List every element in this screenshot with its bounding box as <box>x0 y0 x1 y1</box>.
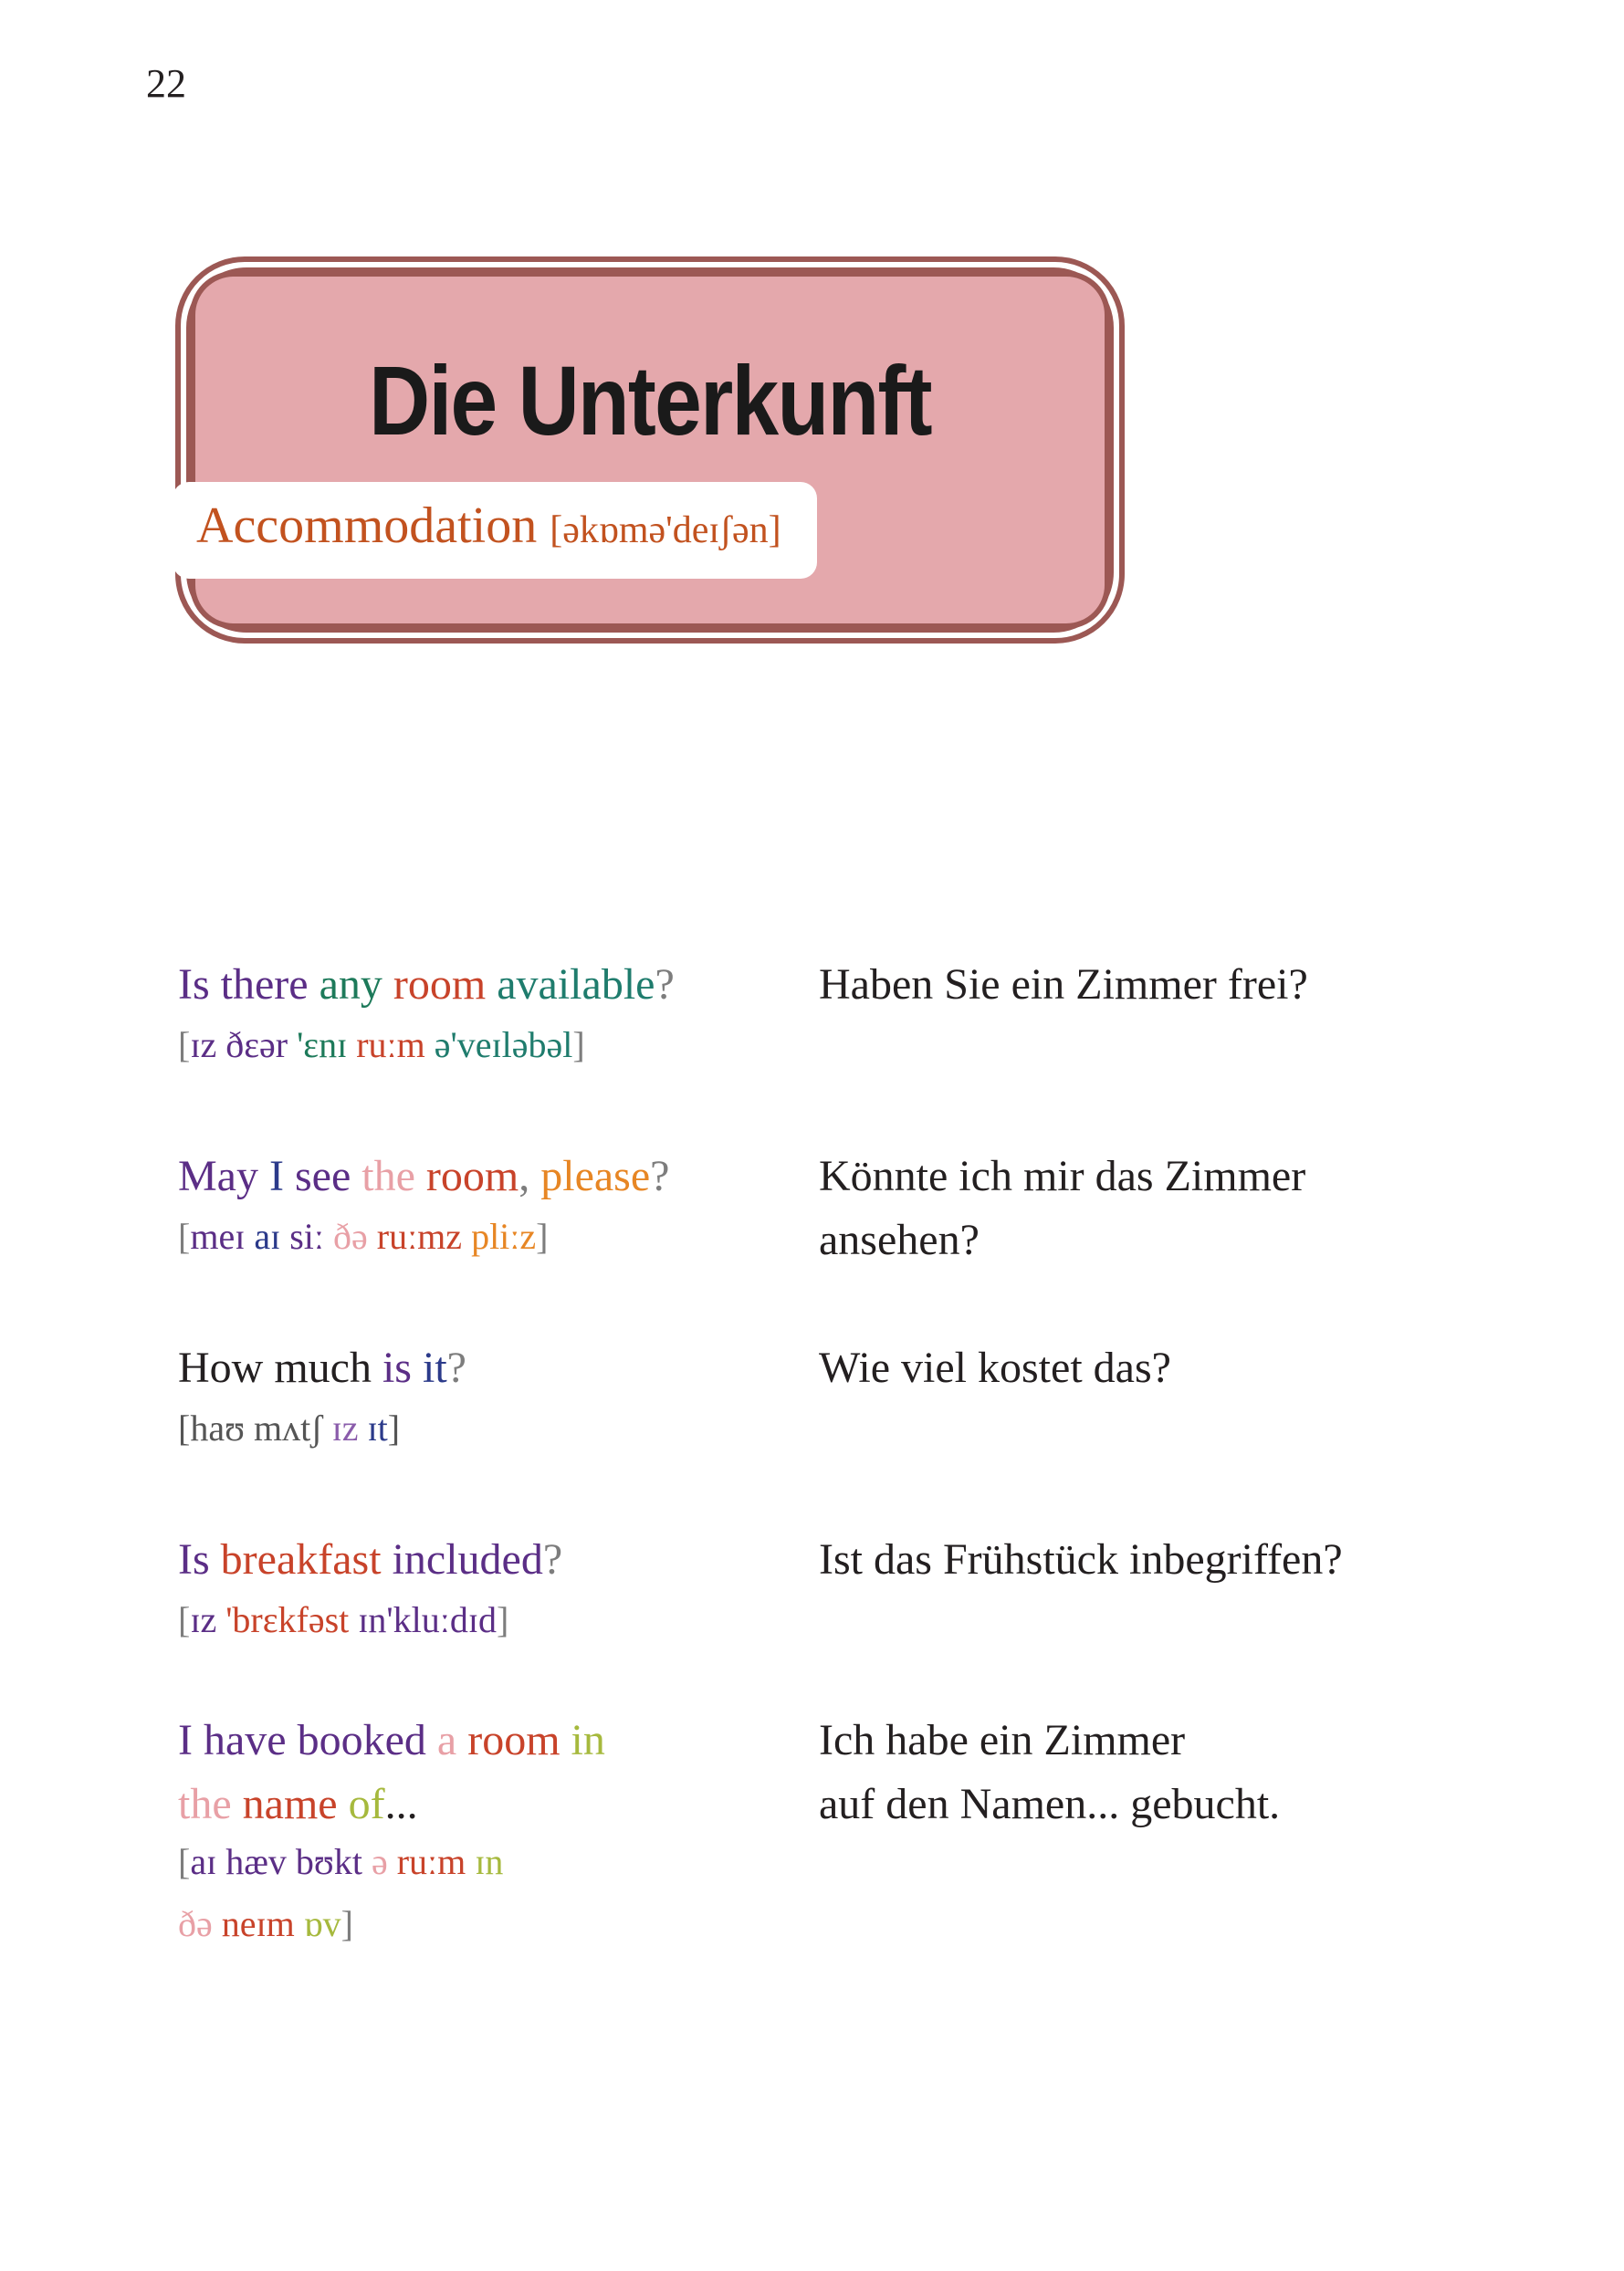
phrase-ipa <box>178 1903 353 1944</box>
english-segment: room <box>467 1716 571 1764</box>
phrase-ipa <box>178 1599 509 1640</box>
phrase-english <box>178 1535 563 1584</box>
ipa-segment: ɪz <box>190 1599 226 1640</box>
ipa-segment: ɪn <box>475 1841 504 1882</box>
ipa-segment: aɪ hæv bʊkt <box>190 1841 372 1882</box>
title-card <box>175 256 1125 644</box>
english-segment: a <box>436 1716 468 1764</box>
ipa-segment: 'brɛkfəst <box>225 1599 359 1640</box>
english-segment: How much <box>178 1344 382 1392</box>
english-segment: please <box>540 1152 651 1200</box>
ipa-segment: ɪt <box>367 1408 388 1449</box>
english-segment: ? <box>655 960 675 1009</box>
english-segment: it <box>422 1344 447 1392</box>
phrase-english <box>178 960 675 1009</box>
english-segment: Is there <box>178 960 309 1009</box>
phrase-german: auf den Namen... gebucht. <box>819 1780 1281 1828</box>
english-segment: see <box>294 1152 362 1200</box>
english-segment: , <box>519 1152 541 1200</box>
english-segment: ? <box>446 1344 466 1392</box>
phrase-english <box>178 1346 466 1390</box>
english-segment: is <box>382 1344 423 1392</box>
ipa-segment: ] <box>387 1408 401 1449</box>
english-segment: any <box>308 960 393 1009</box>
ipa-segment: ] <box>536 1216 549 1257</box>
ipa-segment: ruːm <box>396 1841 476 1882</box>
english-segment: the <box>178 1780 243 1828</box>
english-segment: I have booked <box>178 1716 437 1764</box>
ipa-segment: 'ɛnɪ <box>297 1024 357 1065</box>
ipa-segment: ɪz ðɛər <box>190 1024 298 1065</box>
page-title: Die Unterkunft <box>369 345 931 455</box>
phrase-german: Wie viel kostet das? <box>819 1344 1171 1392</box>
ipa-segment: ɒv <box>303 1903 341 1944</box>
english-segment: ? <box>650 1152 670 1200</box>
ipa-segment: ruːmz <box>376 1216 472 1257</box>
english-segment: Is <box>178 1535 221 1584</box>
ipa-segment: ruːm <box>356 1024 435 1065</box>
english-segment: included <box>392 1535 543 1584</box>
english-segment: name <box>242 1780 349 1828</box>
phrase-english <box>178 1780 418 1828</box>
subtitle-english: Accommodation <box>196 497 538 554</box>
english-segment: room <box>425 1152 519 1200</box>
phrase-english <box>178 1152 670 1200</box>
ipa-segment: ] <box>496 1599 509 1640</box>
ipa-segment: ] <box>572 1024 585 1065</box>
english-segment: the <box>361 1152 426 1200</box>
ipa-segment: [ <box>178 1024 191 1065</box>
page-number: 22 <box>146 61 186 106</box>
english-segment: I <box>268 1152 295 1200</box>
ipa-segment: [haʊ mʌtʃ <box>178 1408 332 1449</box>
ipa-segment: ðə <box>332 1216 377 1257</box>
phrase-german: Ist das Frühstück inbegriffen? <box>819 1535 1343 1584</box>
ipa-segment: ] <box>341 1903 353 1944</box>
english-segment: May <box>178 1152 269 1200</box>
ipa-segment: meɪ <box>190 1216 255 1257</box>
english-segment: breakfast <box>220 1535 393 1584</box>
phrase-german: Ich habe ein Zimmer <box>819 1716 1186 1764</box>
phrase-ipa <box>178 1841 504 1882</box>
ipa-segment: siː <box>289 1216 333 1257</box>
phrase-ipa <box>178 1216 549 1257</box>
subtitle-ipa: [əkɒmə'deɪʃən] <box>550 509 781 551</box>
ipa-segment: aɪ <box>254 1216 290 1257</box>
ipa-segment: ɪn'kluːdɪd <box>358 1599 497 1640</box>
ipa-segment: ɪz <box>331 1408 368 1449</box>
ipa-segment: [ <box>178 1599 191 1640</box>
ipa-segment: [ <box>178 1216 191 1257</box>
english-segment: available <box>497 960 655 1009</box>
ipa-segment: ðə <box>178 1903 222 1944</box>
ipa-segment: [ <box>178 1841 191 1882</box>
english-segment: room <box>393 960 498 1009</box>
phrase-ipa <box>178 1024 585 1065</box>
subtitle-pill <box>173 482 817 579</box>
ipa-segment: pliːz <box>471 1216 537 1257</box>
phrase-german: ansehen? <box>819 1216 980 1264</box>
ipa-segment: ə'veɪləbəl <box>434 1024 573 1065</box>
phrase-english <box>178 1716 605 1764</box>
english-segment: in <box>571 1716 605 1764</box>
english-segment: ... <box>384 1780 418 1828</box>
ipa-segment: ə <box>371 1841 397 1882</box>
phrase-german: Haben Sie ein Zimmer frei? <box>819 960 1308 1009</box>
subtitle <box>196 497 781 554</box>
phrase-german: Könnte ich mir das Zimmer <box>819 1152 1306 1200</box>
phrase-ipa <box>178 1410 400 1447</box>
ipa-segment: neɪm <box>221 1903 304 1944</box>
english-segment: ? <box>542 1535 563 1584</box>
english-segment: of <box>348 1780 385 1828</box>
